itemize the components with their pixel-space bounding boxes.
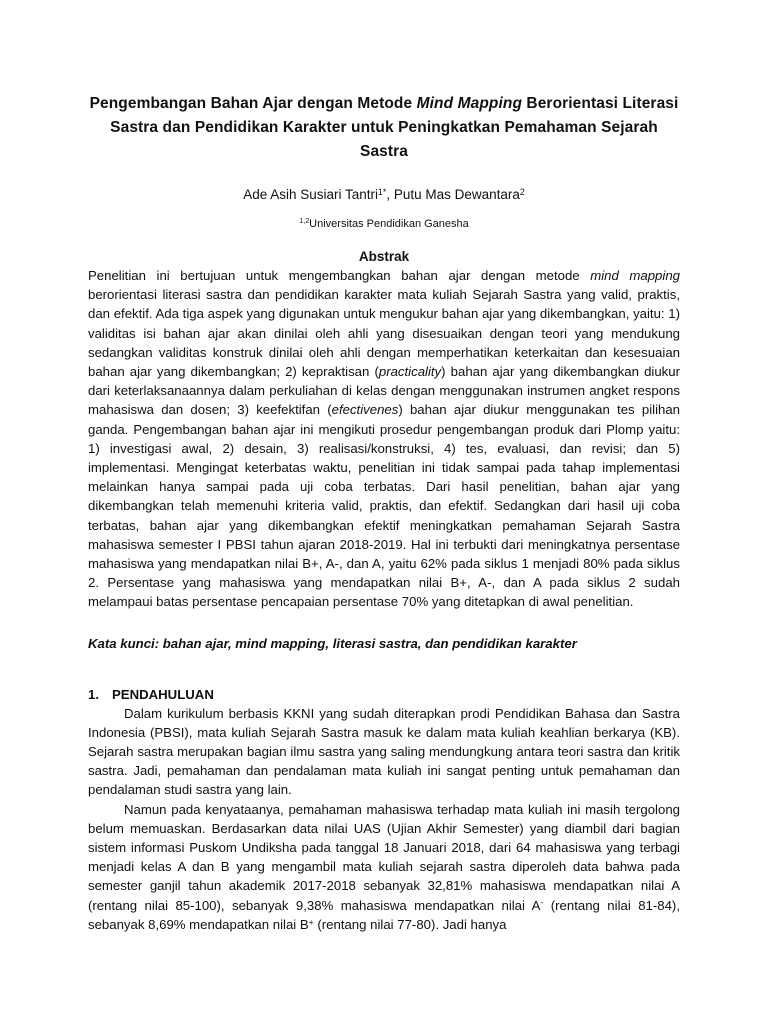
abstract-text-3: ) bahan ajar yang dikembangkan diukur dari keterlaksanaannya dalam perkuliahan di kelas dengan menggunakan instrumen angket respons mahasiswa dan dosen; 3) keefektifan ( <box>88 364 680 418</box>
abstract-body <box>88 266 680 612</box>
author-1-marker: 1* <box>378 186 387 197</box>
affiliation-name: Universitas Pendidikan Ganesha <box>309 218 469 230</box>
abstract-text-4: ) bahan ajar diukur menggunakan tes pilihan ganda. Pengembangan bahan ajar ini mengikuti prosedur pengembangan produk dari Plomp yaitu: 1) investigasi awal, 2) desain, 3) realisasi/konstruksi, 4) tes, evaluasi, dan revisi; dan 5) implementasi. Mengingat keterbatas waktu, penelitian ini tidak sampai pada tahap implementasi melainkan hanya sampai pada uji coba terbatas. Dari hasil penelitian, bahan ajar yang dikembangkan telah memenuhi kriteria valid, praktis, dan efektif. Sedangkan dari hasil uji coba terbatas, bahan ajar yang dikembangkan efektif meningkatkan pemahaman Sejarah Sastra mahasiswa semester I PBSI tahun ajaran 2018-2019. Hal ini terbukti dari meningkatnya persentase mahasiswa yang mendapatkan nilai B+, A-, dan A, yaitu 62% pada siklus 1 menjadi 80% pada siklus 2. Persentase yang mahasiswa yang mendapatkan nilai B+, A-, dan A pada siklus 2 sudah melampaui batas persentase pencapaian persentase 70% yang ditetapkan di awal penelitian. <box>88 402 681 610</box>
intro-paragraph-2 <box>88 800 680 934</box>
abstract-italic-3: efectivenes <box>331 402 399 418</box>
section-title: PENDAHULUAN <box>112 686 214 702</box>
affiliation-marker: 1,2 <box>299 217 310 226</box>
author-1: Ade Asih Susiari Tantri <box>243 187 379 202</box>
abstract-text-2: berorientasi literasi sastra dan pendidikan karakter mata kuliah Sejarah Sastra yang valid, praktis, dan efektif. Ada tiga aspek yang digunakan untuk mengukur bahan ajar yang dikembangkan, yaitu: 1) validitas isi bahan ajar akan dinilai oleh ahli yang disesuaikan dengan teori yang mendukung sedangkan validitas konstruk dinilai oleh ahli dengan memperhatikan keterkaitan dan kesesuaian bahan ajar yang dikembangkan; 2) kepraktisan ( <box>88 287 680 380</box>
intro-paragraph-2-text-c: (rentang nilai 77-80). Jadi hanya <box>313 916 507 932</box>
abstract-italic-2: practicality <box>378 364 442 380</box>
abstract-heading: Abstrak <box>358 249 410 264</box>
section-number: 1. <box>88 686 99 702</box>
keywords: Kata kunci: bahan ajar, mind mapping, literasi sastra, dan pendidikan karakter <box>88 635 577 651</box>
abstract-text-1: Penelitian ini bertujuan untuk mengembangkan bahan ajar dengan metode <box>88 268 591 283</box>
grade-plus-superscript: + <box>308 916 314 927</box>
title-part-2: Berorientasi Literasi Sastra dan Pendidikan Karakter untuk Peningkatkan Pemahaman Sejarah Sastra <box>110 95 679 160</box>
intro-paragraph-2-text-a: Namun pada kenyataanya, pemahaman mahasiswa terhadap mata kuliah ini masih tergolong belum memuaskan. Berdasarkan data nilai UAS (Ujian Akhir Semester) yang diambil dari bagian sistem informasi Puskom Undiksha pada tanggal 18 Januari 2018, dari 64 mahasiswa yang terbagi menjadi kelas A dan B yang mengambil mata kuliah sejarah sastra diperoleh data bahwa pada semester ganjil tahun akademik 2017-2018 sebanyak 32,81% mahasiswa mendapatkan nilai A (rentang nilai 85-100), sebanyak 9,38% mahasiswa mendapatkan nilai A <box>88 801 680 913</box>
section-heading-introduction <box>88 685 680 704</box>
abstract-italic-1: mind mapping <box>590 268 680 283</box>
title-italic-term: Mind Mapping <box>416 95 523 112</box>
paper-title <box>88 92 680 164</box>
title-part-1: Pengembangan Bahan Ajar dengan Metode <box>89 95 417 112</box>
author-separator: , <box>386 187 394 202</box>
intro-paragraph-1: Dalam kurikulum berbasis KKNI yang sudah diterapkan prodi Pendidikan Bahasa dan Sastra Indonesia (PBSI), mata kuliah Sejarah Sastra masuk ke dalam mata kuliah keahlian berkarya (KB). Sejarah sastra merupakan bagian ilmu sastra yang saling mendungkung antara teori sastra dan kritik sastra. Jadi, pemahaman dan pendalaman mata kuliah ini sangat penting untuk pemahaman dan pendalaman studi sastra yang lain. <box>88 705 680 798</box>
grade-minus-superscript: - <box>540 897 544 908</box>
paper-page <box>88 92 680 934</box>
intro-paragraph-2-text-b: (rentang nilai 81-84), sebanyak 8,69% mendapatkan nilai B <box>88 897 680 932</box>
author-line <box>88 186 680 204</box>
affiliation <box>88 216 680 232</box>
author-2-marker: 2 <box>519 186 525 197</box>
author-2: Putu Mas Dewantara <box>393 187 520 202</box>
